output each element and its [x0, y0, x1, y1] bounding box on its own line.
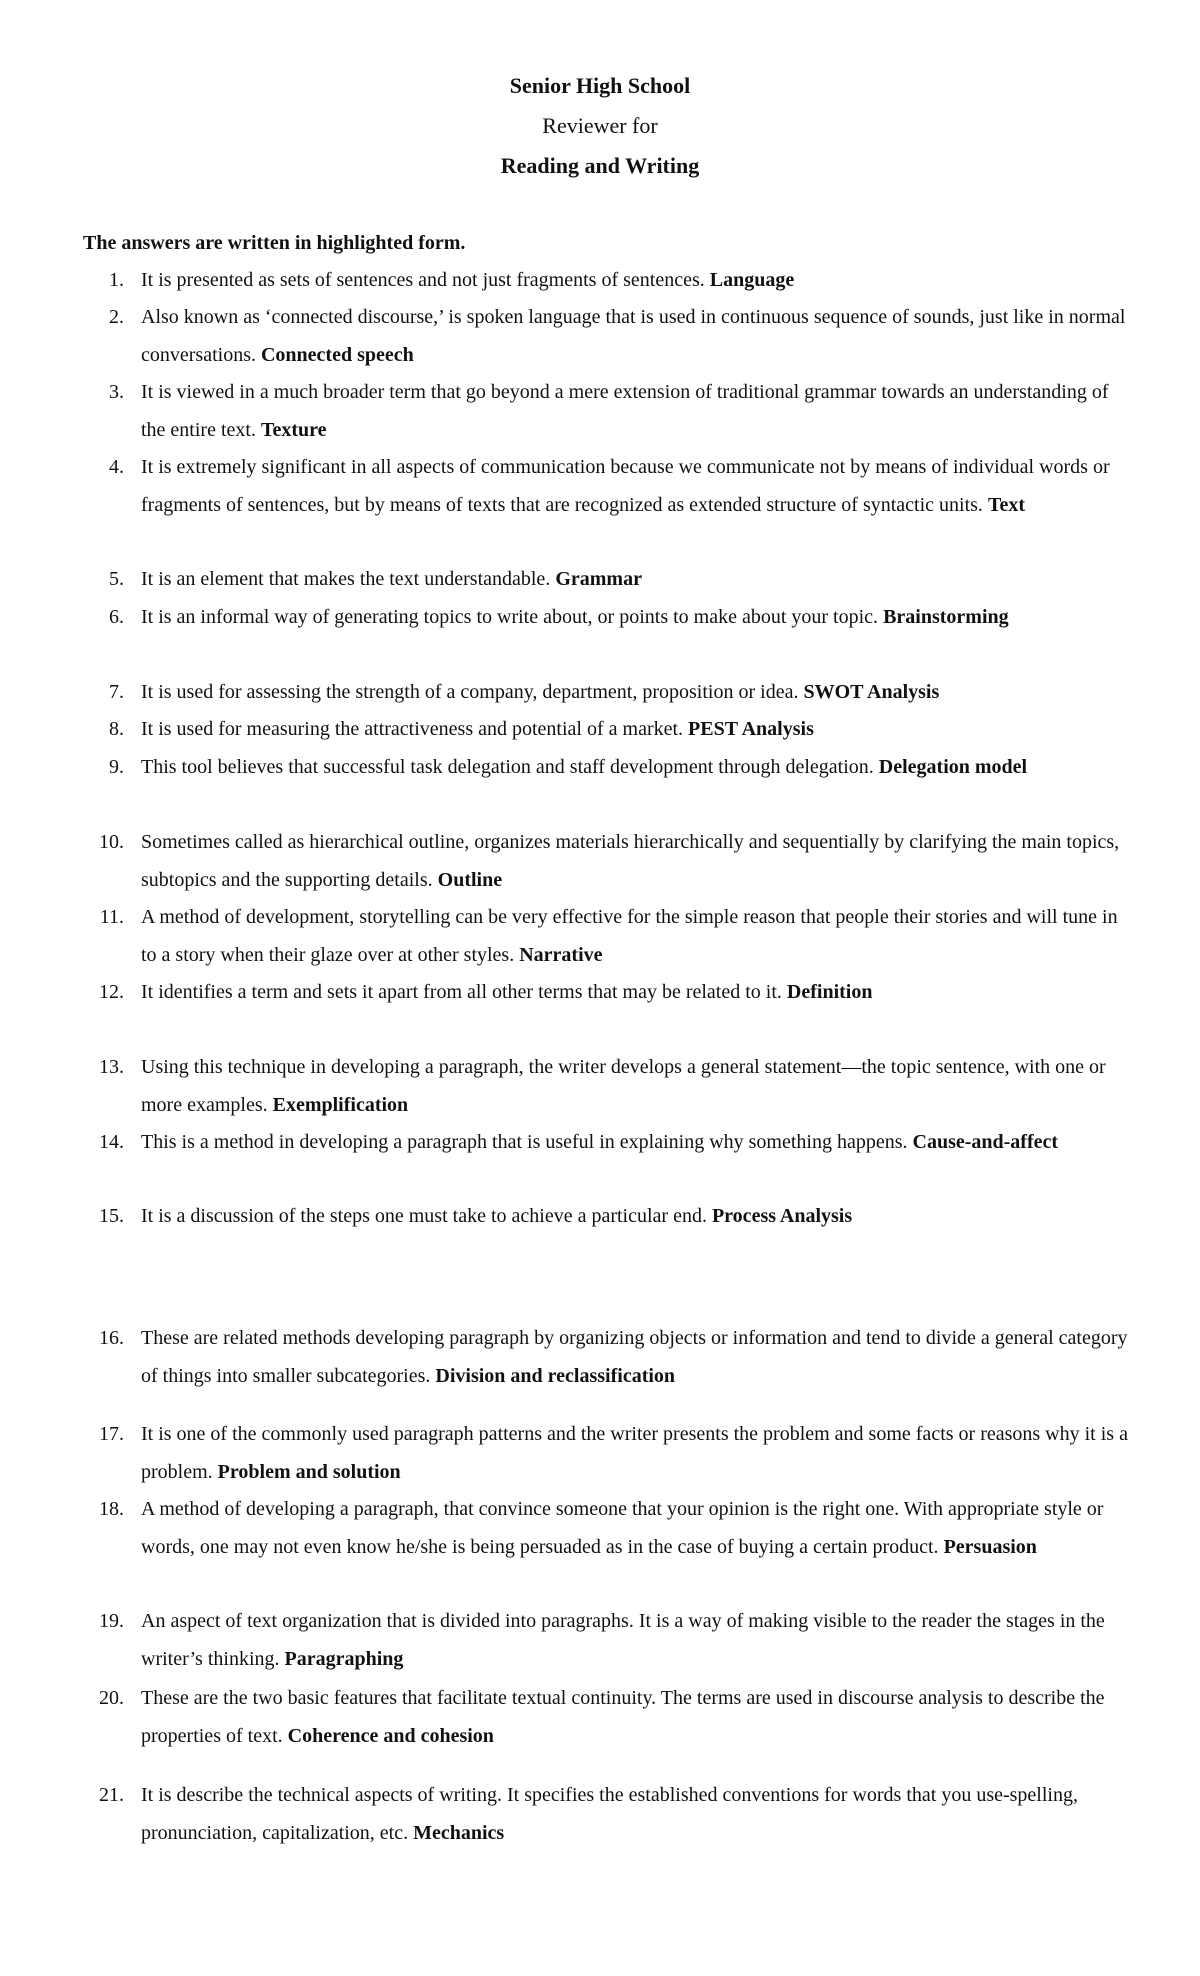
question-text: Sometimes called as hierarchical outline, organizes materials hierarchically and sequentially by clarifying the main topics, subtopics and the supporting details. — [141, 831, 1120, 891]
item-text — [141, 674, 1135, 712]
question-text: A method of development, storytelling can be very effective for the simple reason that people their stories and will tune in to a story when their glaze over at other styles. — [141, 906, 1118, 966]
question-text: This tool believes that successful task delegation and staff development through delegation. — [141, 756, 874, 778]
document-header — [0, 66, 1200, 186]
item-number: 5. — [109, 568, 124, 590]
question-text: Using this technique in developing a paragraph, the writer develops a general statement—the topic sentence, with one or more examples. — [141, 1056, 1106, 1116]
question-text: A method of developing a paragraph, that convince someone that your opinion is the right one. With appropriate style or words, one may not even know he/she is being persuaded as in the case of buying a certain product. — [141, 1498, 1104, 1558]
item-number: 10. — [99, 831, 124, 853]
item-number: 16. — [99, 1327, 124, 1349]
item-text — [141, 711, 1135, 749]
item-number: 21. — [99, 1784, 124, 1806]
item-number: 15. — [99, 1205, 124, 1227]
question-text: These are related methods developing paragraph by organizing objects or information and tend to divide a general category of things into smaller subcategories. — [141, 1327, 1128, 1387]
question-text: It is viewed in a much broader term that go beyond a mere extension of traditional grammar towards an understanding of the entire text. — [141, 381, 1109, 441]
item-number: 8. — [109, 718, 124, 740]
item-text — [141, 899, 1135, 974]
question-text: It is describe the technical aspects of writing. It specifies the established conventions for words that you use-spelling, pronunciation, capitalization, etc. — [141, 1784, 1078, 1844]
question-text: An aspect of text organization that is divided into paragraphs. It is a way of making visible to the reader the stages in the writer’s thinking. — [141, 1610, 1105, 1670]
item-text — [141, 299, 1135, 374]
item-number: 18. — [99, 1498, 124, 1520]
answer-text: Texture — [260, 418, 327, 441]
answer-text: Text — [987, 493, 1025, 516]
question-text: It is an informal way of generating topics to write about, or points to make about your topic. — [141, 606, 879, 628]
answer-text: Language — [709, 269, 795, 291]
answer-text: Narrative — [519, 943, 603, 966]
item-number: 20. — [99, 1687, 124, 1709]
answer-text: SWOT Analysis — [803, 681, 940, 703]
item-text — [141, 1680, 1135, 1755]
reviewer-subtitle: Reviewer for — [542, 113, 658, 138]
question-text: It is extremely significant in all aspects of communication because we communicate not by means of individual words or fragments of sentences, but by means of texts that are recognized as extended structure of syntactic units. — [141, 456, 1110, 516]
item-number: 3. — [109, 381, 124, 403]
answer-text: Cause-and-affect — [912, 1131, 1059, 1153]
answer-text: Process Analysis — [711, 1205, 853, 1227]
question-text: It is used for measuring the attractiveness and potential of a market. — [141, 718, 684, 740]
answer-text: PEST Analysis — [688, 718, 814, 740]
item-number: 9. — [109, 756, 124, 778]
question-text: It is an element that makes the text understandable. — [141, 568, 551, 590]
answer-text: Paragraphing — [284, 1647, 404, 1670]
question-text: It is used for assessing the strength of a company, department, proposition or idea. — [141, 681, 804, 703]
school-title: Senior High School — [509, 73, 691, 98]
item-number: 4. — [109, 456, 124, 478]
answer-text: Definition — [786, 981, 873, 1003]
item-text — [141, 449, 1135, 524]
answer-text: Division and reclassification — [435, 1364, 676, 1387]
question-text: Also known as ‘connected discourse,’ is spoken language that is used in continuous sequence of sounds, just like in normal conversations. — [141, 306, 1126, 366]
item-text — [141, 1049, 1135, 1124]
item-number: 13. — [99, 1056, 124, 1078]
answer-text: Exemplification — [272, 1093, 409, 1116]
answer-text: Persuasion — [943, 1535, 1037, 1558]
question-text: It is presented as sets of sentences and not just fragments of sentences. — [141, 269, 705, 291]
intro-note: The answers are written in highlighted form. — [83, 232, 466, 254]
item-text — [141, 749, 1135, 787]
question-text: It is a discussion of the steps one must take to achieve a particular end. — [141, 1205, 707, 1227]
answer-text: Connected speech — [260, 343, 414, 366]
question-text: It identifies a term and sets it apart from all other terms that may be related to it. — [141, 981, 782, 1003]
item-number: 17. — [99, 1423, 124, 1445]
item-number: 12. — [99, 981, 124, 1003]
answer-text: Problem and solution — [217, 1460, 401, 1483]
answer-text: Coherence and cohesion — [287, 1724, 494, 1747]
item-text — [141, 1198, 1135, 1236]
question-text: These are the two basic features that facilitate textual continuity. The terms are used in discourse analysis to describe the properties of text. — [141, 1687, 1105, 1747]
item-text — [141, 974, 1135, 1012]
item-number: 14. — [99, 1131, 124, 1153]
answer-text: Brainstorming — [883, 606, 1009, 628]
item-number: 2. — [109, 306, 124, 328]
item-text — [141, 262, 1135, 300]
answer-text: Outline — [437, 868, 503, 891]
item-text — [141, 824, 1135, 899]
item-text — [141, 1320, 1135, 1395]
question-text: It is one of the commonly used paragraph patterns and the writer presents the problem and some facts or reasons why it is a problem. — [141, 1423, 1128, 1483]
item-number: 1. — [109, 269, 124, 291]
answer-text: Grammar — [555, 568, 642, 590]
item-number: 19. — [99, 1610, 124, 1632]
item-number: 6. — [109, 606, 124, 628]
question-text: This is a method in developing a paragraph that is useful in explaining why something happens. — [141, 1131, 908, 1153]
item-number: 7. — [109, 681, 124, 703]
item-text — [141, 1603, 1135, 1678]
subject-title: Reading and Writing — [500, 153, 700, 178]
item-text — [141, 1491, 1135, 1566]
item-text — [141, 374, 1135, 449]
item-number: 11. — [99, 906, 124, 928]
item-text — [141, 1416, 1135, 1491]
item-text — [141, 561, 1135, 599]
item-text — [141, 1777, 1135, 1852]
item-text — [141, 1124, 1135, 1162]
answer-text: Delegation model — [878, 756, 1028, 778]
item-text — [141, 599, 1135, 637]
answer-text: Mechanics — [413, 1821, 505, 1844]
